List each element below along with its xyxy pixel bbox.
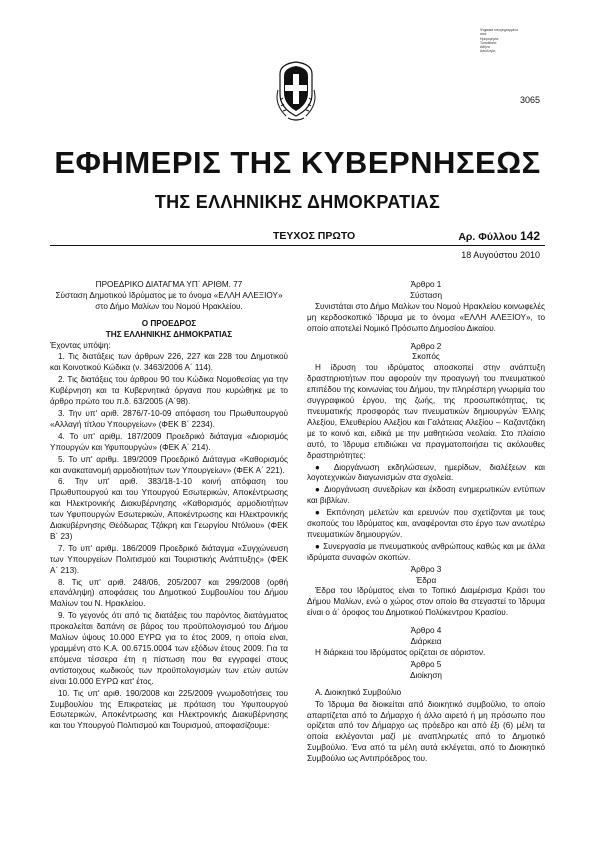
article-3-number: Άρθρο 3 [410, 564, 442, 574]
article-5-text: Το Ίδρυμα θα διοικείται από διοικητικό συμβούλιο, το οποίο απαρτίζεται από το Δήμαρχο ή άλλο αιρετό ή μη πρόσωπο που ορίζεται από τον Δήμαρχο ως πρόεδρο και από έξι (6) μέλη τα οποία εκλέγονται μαζί με αναπληρωτές από το Δημοτικό Συμβούλιο. Ένα από τα μέλη αυτά εκλέγεται, από το Διοικητικό Συμβούλιο ως Αντιπρόεδρος του. [307, 699, 545, 764]
article-4-title: Διάρκεια [410, 637, 442, 647]
article-3-text: Έδρα του Ιδρύματος είναι το Τοπικό Διαμέρισμα Κράσι του Δήμου Μαλίων, ενώ ο χώρος στον οποίο θα στεγαστεί το Ίδρυμα είναι ο ά΄ όροφος του Δημοτικού Πολύκεντρου Κρασίου. [307, 586, 545, 618]
activity-bullet: ● Διοργάνωση εκδηλώσεων, ημερίδων, διαλέξεων και λογοτεχνικών διαγωνισμών στα σχολεία. [307, 462, 545, 483]
decree-subject: Σύσταση Δημοτικού Ιδρύματος με το όνομα «ΕΛΛΗ ΑΛΕΞΙΟΥ» στο Δήμο Μαλίων του Νομού Ηρακλείου. [55, 290, 283, 311]
consideration-item: 9. Το γεγονός ότι από τις διατάξεις του παρόντος διατάγματος προκαλείται δαπάνη σε βάρος του προϋπολογισμού του Δήμου Μαλίων ύψους 10.000 ΕΥΡΩ για το έτος 2009, η οποία είναι, γραμμένη στο Κ.Α. 00.6715.0004 των εξόδων έτους 2009. Για τα επόμενα τέσσερα έτη η πίστωση που θα εγγραφεί στους αντίστοιχους κωδικούς των προϋπολογισμών των ετών αυτών είναι 10.000 ΕΥΡΩ κατ' έτος. [50, 611, 288, 686]
article-1-text: Συνιστάται στο Δήμο Μαλίων του Νομού Ηρακλείου κοινωφελές μη κερδοσκοπικό Ίδρυμα με το όνομα «ΕΛΛΗ ΑΛΕΞΙΟΥ», το οποίο αποτελεί Νομικό Πρόσωπο Δημοσίου Δικαίου. [307, 301, 545, 333]
right-column [307, 280, 545, 766]
article-1-number: Άρθρο 1 [410, 280, 442, 289]
digital-signature-stamp [480, 28, 540, 54]
decree-title: ΠΡΟΕΔΡΙΚΟ ΔΙΑΤΑΓΜΑ ΥΠ΄ ΑΡΙΘΜ. 77 [95, 280, 243, 289]
article-4-number: Άρθρο 4 [410, 626, 442, 636]
signature-line: Ψηφιακά υπογεγραμμένο [480, 28, 519, 32]
consideration-item: 7. Το υπ' αριθμ. 186/2009 Προεδρικό διάταγμα «Συγχώνευση των Υπουργείων Πολιτισμού και Τουριστικής Ανάπτυξης» (ΦΕΚ Α΄ 213). [50, 543, 288, 575]
article-2-text: Η ίδρυση του ιδρύματος αποσκοπεί στην ανάπτυξη δραστηριοτήτων που αφορούν την προαγωγή του πνευματικού επιπέδου της κοινωνίας του Δήμου, την πληρέστερη γνωριμία του συγγραφικού έργου, της ζωής, της προσωπικότητας, τις πνευματικής προσφοράς των πνευματικών δημιουργών Έλλης Αλεξίου, Ελευθερίου Αλεξίου και Γαλάτειας Αλεξίου – Καζαντζάκη με το κοινό και, ειδικά με την μαθητιώσα νεολαία. Στο πλαίσιο αυτό, το Ίδρυμα επιδιώκει να πραγματοποιήσει τις ακόλουθες δραστηριότητες: [307, 363, 545, 460]
signature-line: Τοποθεσία: [480, 40, 497, 45]
republic-heading: ΤΗΣ ΕΛΛΗΝΙΚΗΣ ΔΗΜΟΚΡΑΤΙΑΣ [105, 329, 233, 339]
activity-bullet: ● Συνεργασία με πνευματικούς ανθρώπους καθώς και με άλλα ιδρύματα συναφών σκοπών. [307, 541, 545, 562]
greek-coat-of-arms-emblem [276, 60, 316, 122]
signature-line: Αθήνα [480, 45, 490, 50]
header-rule [50, 245, 545, 246]
president-heading: Ο ΠΡΟΕΔΡΟΣ [141, 318, 197, 328]
article-5-number: Άρθρο 5 [410, 659, 442, 669]
issue-series: ΤΕΥΧΟΣ ΠΡΩΤΟ [273, 230, 356, 242]
consideration-item: 1. Τις διατάξεις των άρθρων 226, 227 και 228 του Δημοτικού και Κοινοτικού Κώδικα (ν. 3463/2006 Α΄ 114). [50, 352, 288, 373]
activity-bullet: ● Διοργάνωση συνεδρίων και έκδοση ενημερωτικών εντύπων και βιβλίων. [307, 485, 545, 506]
issue-number-value: 142 [519, 229, 540, 243]
issue-label: Αρ. Φύλλου [458, 231, 518, 243]
signature-line: από: [480, 32, 488, 37]
consideration-item: 8. Τις υπ' αριθ. 248/06, 205/2007 και 299/2008 (ορθή επανάληψη) αποφάσεις του Δημοτικού Συμβουλίου του Δήμου Μαλίων του Ν. Ηρακλείου. [50, 577, 288, 609]
gazette-subtitle: ΤΗΣ ΕΛΛΗΝΙΚΗΣ ΔΗΜΟΚΡΑΤΙΑΣ [154, 192, 441, 212]
gazette-title: ΕΦΗΜΕΡΙΣ ΤΗΣ ΚΥΒΕΡΝΗΣΕΩΣ [54, 145, 541, 180]
article-1-title: Σύσταση [409, 290, 443, 300]
consideration-item: 4. Το υπ' αριθμ. 187/2009 Προεδρικό διάταγμα «Διορισμός Υπουργών και Υφυπουργών» (ΦΕΚ Α΄ 214). [50, 431, 288, 452]
considering-label: Έχοντας υπόψη: [50, 340, 111, 350]
left-column [50, 280, 288, 733]
issue-number [458, 229, 540, 243]
article-3-title: Έδρα [415, 575, 437, 585]
article-5-title: Διοίκηση [410, 670, 442, 680]
consideration-item: 3. Την υπ' αριθ. 2876/7-10-09 απόφαση του Πρωθυπουργού «Αλλαγή τίτλου Υπουργείων» (ΦΕΚ Β΄ 2234). [50, 408, 288, 429]
consideration-item: 2. Τις διατάξεις του άρθρου 90 του Κώδικα Νομοθεσίας για την Κυβέρνηση και τα Κυβερνητικά όργανα που κυρώθηκε με το άρθρο πρώτο του π.δ. 63/2005 (Α΄98). [50, 375, 288, 407]
article-4-text: Η διάρκεια του Ιδρύματος ορίζεται σε αόριστον. [315, 648, 486, 657]
signature-line: Ημερομηνία: [480, 36, 499, 41]
signature-line: Αιτιολογία: [480, 49, 496, 54]
article-5-subheading: Α. Διοικητικό Συμβούλιο [315, 687, 402, 697]
consideration-item: 6. Την υπ' αριθ. 383/18-1-10 κοινή απόφαση του Πρωθυπουργού και του Υπουργού Εσωτερικών, Αποκέντρωσης και Ηλεκτρονικής Διακυβέρνησης «Καθορισμός αρμοδιοτήτων των Υφυπουργών Εσωτερικών, Αποκέντρωσης και Ηλεκτρονικής Διακυβέρνησης Θεόδωρας Τζάκρη και Γεωργίου Ντόλιου» (ΦΕΚ Β΄ 23) [50, 477, 288, 541]
page-number: 3065 [519, 95, 540, 105]
issue-date: 18 Αυγούστου 2010 [461, 250, 540, 260]
activity-bullet: ● Εκπόνηση μελετών και ερευνών που σχετίζονται με τους σκοπούς του Ιδρύματος και, αναφέρονται στο έργο των ανωτέρω πνευματικών δημιουργών. [307, 508, 545, 539]
article-2-title: Σκοπός [412, 352, 440, 362]
article-2-number: Άρθρο 2 [410, 341, 442, 351]
consideration-item: 5. Το υπ' αριθμ. 189/2009 Προεδρικό Διάταγμα «Καθορισμός και ανακατανομή αρμοδιοτήτων των Υπουργείων» (ΦΕΚ Α΄ 221). [50, 454, 288, 475]
consideration-item: 10. Τις υπ' αριθ. 190/2008 και 225/2009 γνωμοδοτήσεις του Συμβουλίου της Επικρατείας με πρόταση του Υφυπουργού Εσωτερικών, Αποκέντρωσης και Ηλεκτρονικής Διακυβέρνησης και του Υπουργού Πολιτισμού και Τουρισμού, αποφασίζουμε: [50, 688, 288, 731]
